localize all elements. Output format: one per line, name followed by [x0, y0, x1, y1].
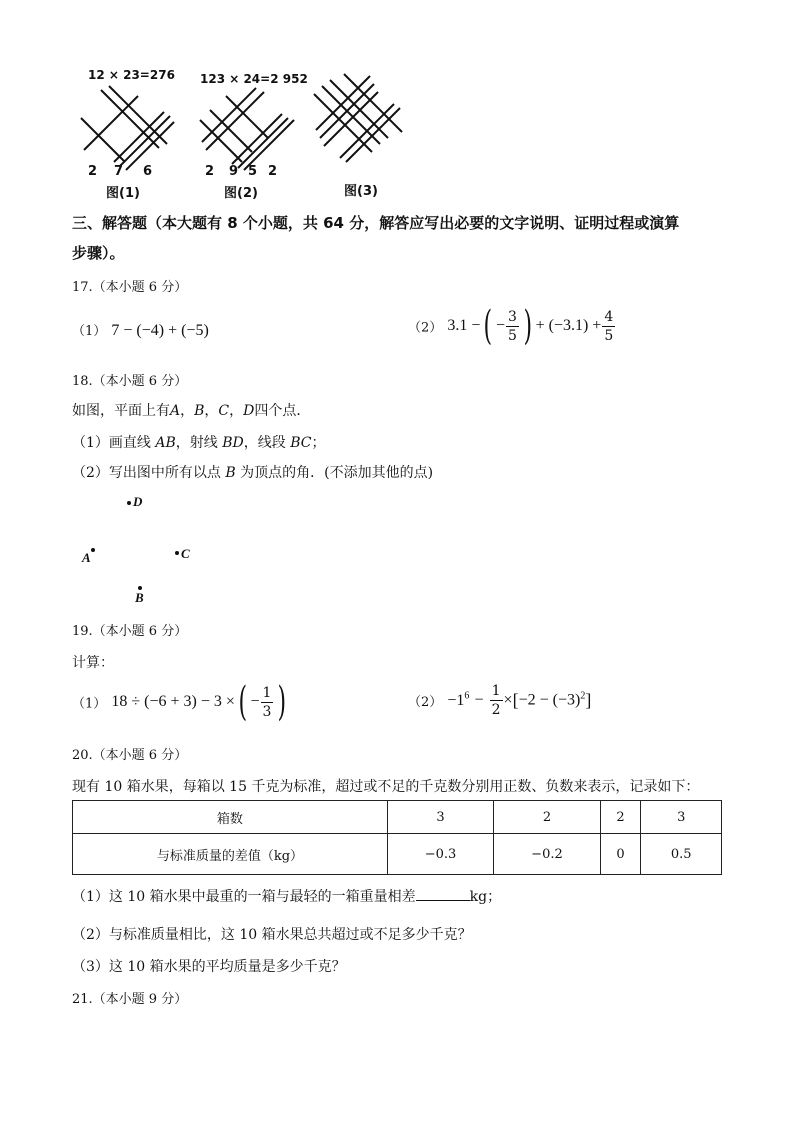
table-cell: −0.3 [387, 834, 493, 875]
question-19-part-1: （1） 18 ÷ (−6 + 3) − 3 ×( − $\frac{1}{3}$ ) [72, 679, 287, 725]
figure-2-digit: 9 [229, 164, 239, 179]
expression: 7 − (−4) + (−5) [111, 322, 209, 339]
fraction: $\frac{1}{3}$ [262, 684, 272, 720]
figure-1-lines [76, 78, 176, 168]
figure-2-digit: 5 [248, 164, 258, 179]
figure-1-equation: 12 × 23=276 [88, 68, 175, 82]
table-cell: 2 [600, 801, 641, 834]
table-row [73, 834, 722, 875]
minus-sign: − [250, 693, 260, 710]
table-cell: 3 [387, 801, 493, 834]
point-a-label: A [82, 550, 91, 565]
question-20-part-3: （3）这 10 箱水果的平均质量是多少千克？ [72, 959, 346, 975]
section-title-cont: 步骤）。 [72, 244, 125, 262]
question-17-part-2: （2） 3.1 −( − $\frac{3}{5}$ ) + (−3.1) + $\frac{4}{5}$ [408, 303, 614, 349]
question-21-header: 21.（本小题 9 分） [72, 992, 188, 1007]
part-label: （1） [72, 324, 107, 339]
question-18-part-2: （2）写出图中所有以点 B 为顶点的角．(不添加其他的点) [72, 465, 434, 481]
figure-1-digit: 6 [143, 164, 153, 179]
question-17-header: 17.（本小题 6 分） [72, 280, 188, 295]
part-label: （2） [408, 695, 443, 710]
figure-3-caption: 图(3) [344, 184, 378, 199]
table-cell: 箱数 [73, 801, 388, 834]
part-label: （2） [408, 320, 443, 336]
question-20-intro: 现有 10 箱水果，每箱以 15 千克为标准，超过或不足的千克数分别用正数、负数来表示，记录如下： [72, 779, 700, 795]
table-cell: −0.2 [494, 834, 600, 875]
bracket-content: −2 − (−3) [518, 691, 581, 709]
expression-lead: $-1^6$ [447, 690, 470, 710]
question-20-part-2: （2）与标准质量相比，这 10 箱水果总共超过或不足多少千克？ [72, 927, 472, 943]
fraction: $\frac{4}{5}$ [604, 308, 614, 344]
point-b-label: B [135, 590, 144, 605]
figure-1-digit: 7 [114, 164, 124, 179]
question-19-header: 19.（本小题 6 分） [72, 624, 188, 639]
question-18-header: 18.（本小题 6 分） [72, 374, 188, 389]
minus-sign: − [474, 691, 484, 709]
table-cell: 3 [641, 801, 722, 834]
table-cell: 0 [600, 834, 641, 875]
figure-2-lines [196, 82, 296, 167]
question-17-part-1 [72, 320, 209, 340]
figure-2-equation: 123 × 24=2 952 [200, 72, 308, 86]
fraction: $\frac{3}{5}$ [508, 308, 517, 344]
part-label: （1） [72, 696, 107, 712]
expression-lead: 18 ÷ (−6 + 3) − 3 × [111, 693, 235, 710]
figure-1-caption: 图(1) [106, 186, 140, 201]
table-row [73, 801, 722, 834]
fruit-weight-table [72, 800, 722, 875]
section-title: 三、解答题（本大题有 8 个小题，共 64 分，解答应写出必要的文字说明、证明过程或演算 [72, 214, 680, 232]
table-cell: 与标准质量的差值（kg） [73, 834, 388, 875]
minus-sign: − [496, 317, 506, 334]
point-c-label: C [181, 546, 190, 561]
question-20-part-1: （1）这 10 箱水果中最重的一箱与最轻的一箱重量相差 kg； [72, 889, 502, 905]
figure-1-digit: 2 [88, 164, 98, 179]
point-d-label: D [133, 494, 143, 509]
figure-3-lines [310, 72, 410, 162]
table-cell: 0.5 [641, 834, 722, 875]
bracket-expression: [ [512, 690, 519, 710]
expression-mid: + (−3.1) + [535, 317, 602, 334]
figure-2-digit: 2 [205, 164, 215, 179]
question-19-part-2: $(2) -1^6$ − $\frac{1}{2}$ $\times[-2 - (-3)^2]$ [408, 683, 592, 718]
point-c [175, 551, 179, 555]
fraction: $\frac{1}{2}$ [491, 683, 501, 718]
times-sign: × [503, 691, 513, 709]
figure-2-caption: 图(2) [224, 186, 258, 201]
expression-lead: 3.1 − [447, 317, 481, 334]
figure-2-digit: 2 [268, 164, 278, 179]
point-d [127, 501, 131, 505]
question-18-part-1: （1）画直线 AB，射线 BD，线段 BC； [72, 435, 326, 451]
table-cell: 2 [494, 801, 600, 834]
question-18-intro: 如图，平面上有A，B，C，D四个点． [72, 403, 311, 419]
answer-blank[interactable] [416, 888, 470, 901]
question-19-intro: 计算： [72, 655, 114, 671]
question-20-header: 20.（本小题 6 分） [72, 748, 188, 763]
point-a [91, 548, 95, 552]
